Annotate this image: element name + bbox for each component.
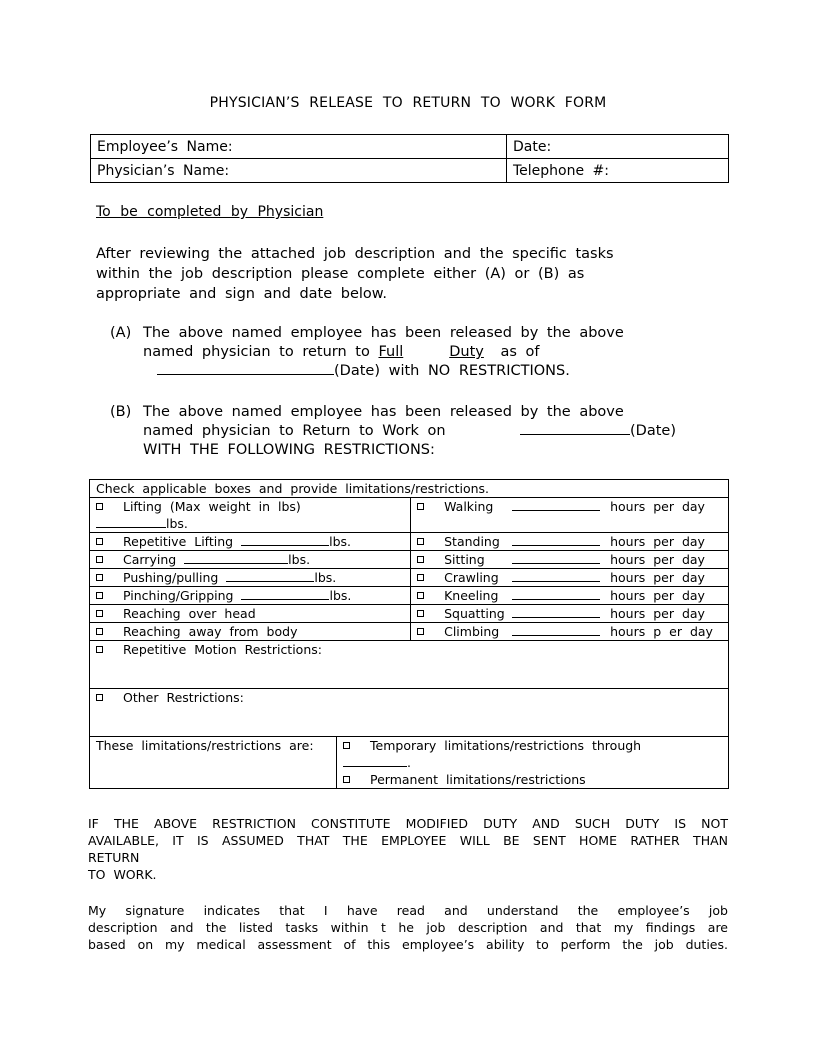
option-b-marker: (B) <box>110 404 132 420</box>
option-a-line: The above named employee has been released by the above <box>143 325 624 341</box>
kneeling-blank[interactable] <box>512 588 600 600</box>
pushing-checkbox[interactable] <box>96 574 103 581</box>
option-b-date-blank[interactable] <box>520 422 630 435</box>
lifting-label: Lifting (Max weight in lbs) <box>123 499 301 514</box>
restrictions-table <box>89 479 729 789</box>
sitting-cell <box>411 551 729 569</box>
lifting-checkbox[interactable] <box>96 503 103 510</box>
physician-name-field[interactable] <box>91 159 507 183</box>
permanent-label: Permanent limitations/restrictions <box>370 772 586 787</box>
crawling-label: Crawling <box>444 570 499 585</box>
restrictions-heading: Check applicable boxes and provide limitations/restrictions. <box>90 480 729 498</box>
identification-table <box>90 134 729 183</box>
notice-line: IF THE ABOVE RESTRICTION CONSTITUTE MODIFIED DUTY AND SUCH DUTY IS NOT <box>88 816 728 831</box>
kneeling-label: Kneeling <box>444 588 499 603</box>
pushing-unit: lbs. <box>314 570 337 585</box>
option-a-as-of: as of <box>500 344 540 360</box>
signature-line: My signature indicates that I have read and understand the employee’s job <box>88 903 728 918</box>
carrying-cell <box>90 551 411 569</box>
employee-name-label: Employee’s Name: <box>97 138 233 155</box>
crawling-hours: hours per day <box>610 570 705 585</box>
squatting-checkbox[interactable] <box>417 610 424 617</box>
repetitive-motion-checkbox[interactable] <box>96 646 103 653</box>
repetitive-lifting-cell <box>90 533 411 551</box>
physician-name-label: Physician’s Name: <box>97 162 230 179</box>
reaching-away-checkbox[interactable] <box>96 628 103 635</box>
carrying-unit: lbs. <box>288 552 311 567</box>
option-b-line: The above named employee has been released by the above <box>143 404 624 420</box>
pushing-cell <box>90 569 411 587</box>
option-a-marker: (A) <box>110 325 132 341</box>
lifting-cell <box>90 498 411 533</box>
crawling-blank[interactable] <box>512 570 600 582</box>
notice-line: TO WORK. <box>88 867 157 882</box>
other-restrictions-cell[interactable] <box>90 689 729 737</box>
repetitive-lifting-label: Repetitive Lifting <box>123 534 234 549</box>
reaching-away-label: Reaching away from body <box>123 624 298 639</box>
kneeling-hours: hours per day <box>610 588 705 603</box>
squatting-label: Squatting <box>444 606 505 621</box>
walking-hours: hours per day <box>610 499 705 514</box>
notice-line: RETURN <box>88 850 140 865</box>
temporary-period: . <box>407 755 411 770</box>
squatting-cell <box>411 605 729 623</box>
full-duty-text <box>378 344 483 360</box>
walking-checkbox[interactable] <box>417 503 424 510</box>
telephone-label: Telephone #: <box>513 162 609 179</box>
walking-cell <box>411 498 729 533</box>
other-restrictions-checkbox[interactable] <box>96 694 103 701</box>
pushing-label: Pushing/pulling <box>123 570 219 585</box>
temporary-checkbox[interactable] <box>343 742 350 749</box>
climbing-blank[interactable] <box>512 624 600 636</box>
date-label: Date: <box>513 138 552 155</box>
full-text: Full <box>378 344 404 360</box>
sitting-label: Sitting <box>444 552 485 567</box>
pinching-cell <box>90 587 411 605</box>
option-b-line-2: named physician to Return to Work on <box>143 423 446 439</box>
standing-label: Standing <box>444 534 500 549</box>
climbing-checkbox[interactable] <box>417 628 424 635</box>
climbing-label: Climbing <box>444 624 500 639</box>
permanent-checkbox[interactable] <box>343 776 350 783</box>
reaching-overhead-checkbox[interactable] <box>96 610 103 617</box>
standing-cell <box>411 533 729 551</box>
pushing-blank[interactable] <box>226 570 314 582</box>
option-a-line-2 <box>143 343 540 362</box>
temporary-date-blank[interactable] <box>343 755 407 767</box>
lifting-unit: lbs. <box>166 516 188 531</box>
duration-label-cell: These limitations/restrictions are: <box>90 737 337 789</box>
kneeling-checkbox[interactable] <box>417 592 424 599</box>
reaching-away-cell <box>90 623 411 641</box>
instructions-line: After reviewing the attached job description and the specific tasks <box>96 246 614 262</box>
squatting-blank[interactable] <box>512 606 600 618</box>
walking-label: Walking <box>444 499 494 514</box>
squatting-hours: hours per day <box>610 606 705 621</box>
temporary-label: Temporary limitations/restrictions through <box>370 738 642 753</box>
employee-name-field[interactable] <box>91 135 507 159</box>
crawling-cell <box>411 569 729 587</box>
kneeling-cell <box>411 587 729 605</box>
section-heading: To be completed by Physician <box>96 204 324 220</box>
duty-text: Duty <box>449 344 484 360</box>
climbing-hours: hours p er day <box>610 624 713 639</box>
pinching-label: Pinching/Gripping <box>123 588 234 603</box>
walking-blank[interactable] <box>512 499 600 511</box>
option-a-text: named physician to return to <box>143 344 370 360</box>
climbing-cell <box>411 623 729 641</box>
instructions-paragraph <box>96 244 696 304</box>
other-restrictions-label: Other Restrictions: <box>123 690 244 705</box>
standing-checkbox[interactable] <box>417 538 424 545</box>
repetitive-lifting-unit: lbs. <box>329 534 351 549</box>
telephone-field[interactable] <box>507 159 729 183</box>
pinching-unit: lbs. <box>329 588 352 603</box>
signature-line: description and the listed tasks within t he job description and that my findings are <box>88 920 728 935</box>
option-b-date-suffix: (Date) <box>630 423 676 439</box>
repetitive-lifting-checkbox[interactable] <box>96 538 103 545</box>
instructions-line: appropriate and sign and date below. <box>96 286 387 302</box>
instructions-line: within the job description please complete either (A) or (B) as <box>96 266 585 282</box>
repetitive-lifting-blank[interactable] <box>241 534 329 546</box>
carrying-label: Carrying <box>123 552 177 567</box>
signature-statement <box>88 902 728 953</box>
sitting-hours: hours per day <box>610 552 705 567</box>
form-title: PHYSICIAN’S RELEASE TO RETURN TO WORK FORM <box>209 95 607 111</box>
pinching-checkbox[interactable] <box>96 592 103 599</box>
option-a-date-suffix: (Date) with NO RESTRICTIONS. <box>334 363 570 379</box>
option-b-date <box>520 422 676 441</box>
standing-blank[interactable] <box>512 534 600 546</box>
standing-hours: hours per day <box>610 534 705 549</box>
lifting-blank[interactable] <box>96 516 166 528</box>
date-field[interactable] <box>507 135 729 159</box>
sitting-checkbox[interactable] <box>417 556 424 563</box>
duration-options-cell <box>337 737 729 789</box>
carrying-checkbox[interactable] <box>96 556 103 563</box>
modified-duty-notice <box>88 815 728 883</box>
signature-line: based on my medical assessment of this employee’s ability to perform the job duties. <box>88 937 728 952</box>
reaching-overhead-cell <box>90 605 411 623</box>
pinching-blank[interactable] <box>241 588 329 600</box>
repetitive-motion-label: Repetitive Motion Restrictions: <box>123 642 322 657</box>
option-a-line-3 <box>157 362 570 381</box>
option-a-date-blank[interactable] <box>157 362 334 375</box>
option-b-line-3: WITH THE FOLLOWING RESTRICTIONS: <box>143 442 435 458</box>
crawling-checkbox[interactable] <box>417 574 424 581</box>
carrying-blank[interactable] <box>184 552 288 564</box>
reaching-overhead-label: Reaching over head <box>123 606 256 621</box>
repetitive-motion-cell[interactable] <box>90 641 729 689</box>
sitting-blank[interactable] <box>512 552 600 564</box>
notice-line: AVAILABLE, IT IS ASSUMED THAT THE EMPLOYEE WILL BE SENT HOME RATHER THAN <box>88 833 728 848</box>
